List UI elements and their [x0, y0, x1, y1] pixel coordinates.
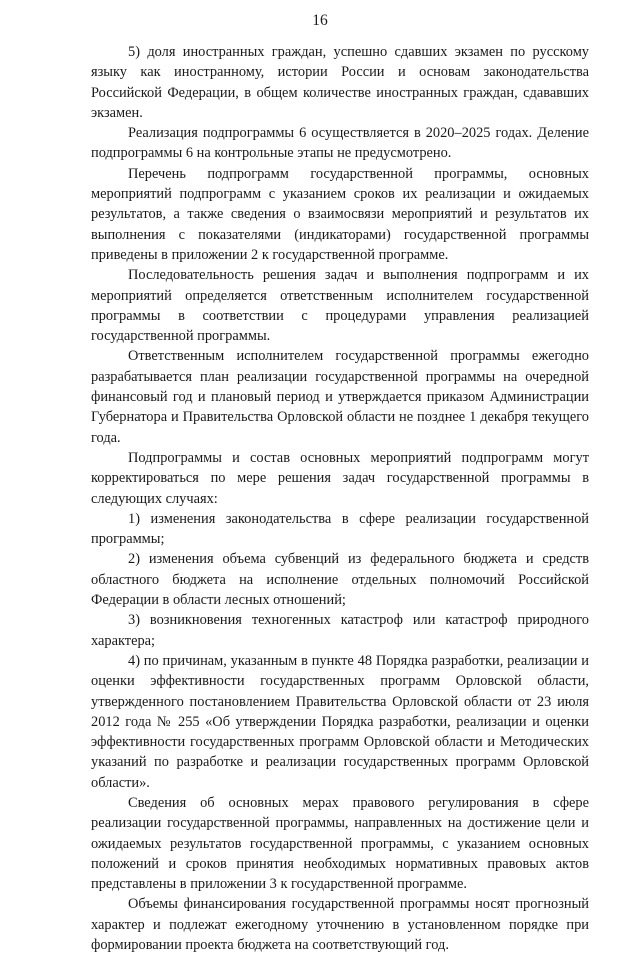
paragraph: 3) возникновения техногенных катастроф или катастроф природного характера; — [91, 612, 589, 649]
document-body — [91, 42, 589, 955]
paragraph: Ответственным исполнителем государственной программы ежегодно разрабатывается план реализации государственной программы на очередной финансовый год и плановый период и утверждается приказом Администрации Губернатора и Правительства Орловской области не позднее 1 декабря текущего года. — [91, 348, 589, 446]
paragraph: 1) изменения законодательства в сфере реализации государственной программы; — [91, 510, 589, 548]
paragraph: Последовательность решения задач и выполнения подпрограмм и их мероприятий определяется ответственным исполнителем государственной программы в соответствии с процедурами управления реализацией государственной программы. — [91, 267, 589, 345]
paragraph: Реализация подпрограммы 6 осуществляется в 2020–2025 годах. Деление подпрограммы 6 на контрольные этапы не предусмотрено. — [91, 125, 589, 162]
paragraph: Перечень подпрограмм государственной программы, основных мероприятий подпрограмм с указанием сроков их реализации и ожидаемых результатов, а также сведения о взаимосвязи мероприятий и результатов их выполнения с показателями (индикаторами) государственной программы приведены в приложении 2 к государственной программе. — [91, 165, 589, 263]
paragraph: Сведения об основных мерах правового регулирования в сфере реализации государственной программы, направленных на достижение цели и ожидаемых результатов государственной программы, с указанием основных положений и сроков принятия необходимых нормативных правовых актов представлены в приложении 3 к государственной программе. — [91, 794, 589, 893]
paragraph: 5) доля иностранных граждан, успешно сдавших экзамен по русскому языку как иностранному, истории России и основам законодательства Российской Федерации, в общем количестве иностранных граждан, сдававших экзамен. — [91, 44, 589, 121]
paragraph: 4) по причинам, указанным в пункте 48 Порядка разработки, реализации и оценки эффективности государственных программ Орловской области, утвержденного постановлением Правительства Орловской области от 23 июля 2012 года № 255 «Об утверждении Порядка разработки, реализации и оценки эффективности государственных программ Орловской области и Методических указаний по разработке и реализации государственных программ Орловской области». — [91, 652, 589, 791]
paragraph: 2) изменения объема субвенций из федерального бюджета и средств областного бюджета на исполнение отдельных полномочий Российской Федерации в области лесных отношений; — [91, 551, 589, 609]
page-number: 16 — [312, 12, 328, 29]
paragraph: Объемы финансирования государственной программы носят прогнозный характер и подлежат ежегодному уточнению в установленном порядке при формировании проекта бюджета на соответствующий год. — [91, 896, 589, 954]
paragraph: Подпрограммы и состав основных мероприятий подпрограмм могут корректироваться по мере решения задач государственной программы в следующих случаях: — [91, 449, 589, 507]
